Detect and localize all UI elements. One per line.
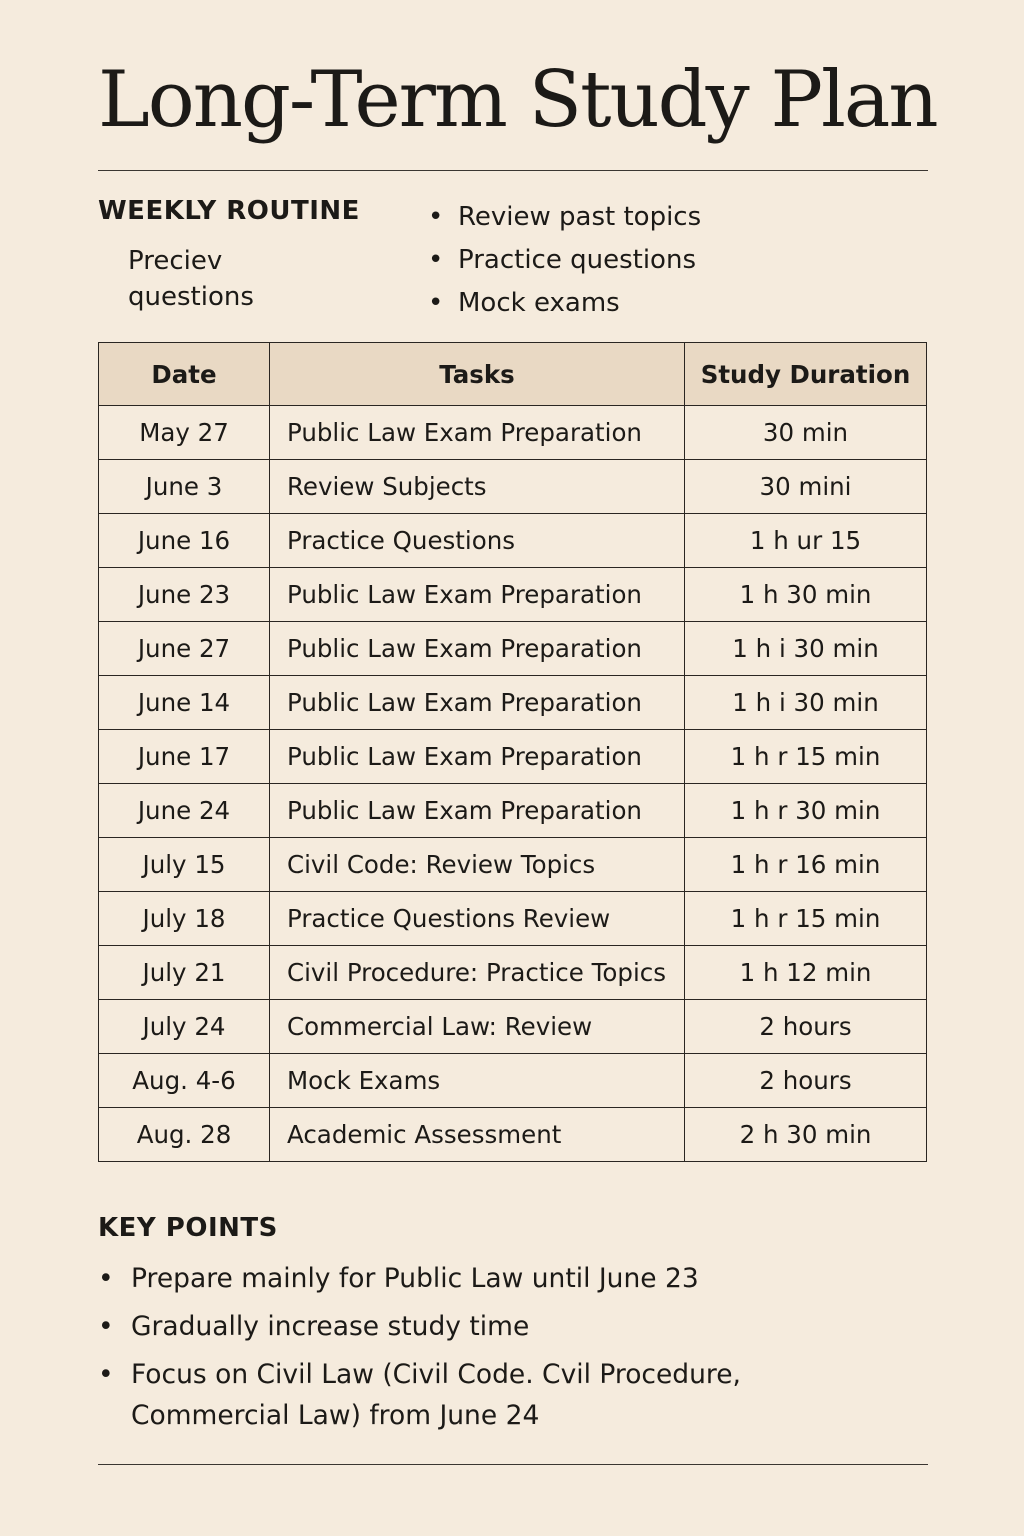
duration-cell: 1 h r 15 min [685, 730, 927, 784]
task-cell: Civil Code: Review Topics [270, 838, 685, 892]
table-row [99, 622, 927, 676]
table-row [99, 568, 927, 622]
task-cell: Commercial Law: Review [270, 1000, 685, 1054]
date-cell: June 14 [99, 676, 270, 730]
task-cell: Public Law Exam Preparation [270, 406, 685, 460]
date-cell: July 18 [99, 892, 270, 946]
duration-cell: 1 h r 16 min [685, 838, 927, 892]
duration-cell: 1 h 12 min [685, 946, 927, 1000]
date-cell: July 24 [99, 1000, 270, 1054]
duration-cell: 1 h 30 min [685, 568, 927, 622]
task-cell: Public Law Exam Preparation [270, 784, 685, 838]
column-header-tasks: Tasks [270, 343, 685, 406]
date-cell: July 15 [99, 838, 270, 892]
table-row [99, 730, 927, 784]
bottom-divider [98, 1464, 928, 1465]
weekly-routine-subtext: Preciev questions [128, 246, 254, 312]
table-row [99, 1054, 927, 1108]
date-cell: June 16 [99, 514, 270, 568]
duration-cell: 30 min [685, 406, 927, 460]
duration-cell: 1 h i 30 min [685, 676, 927, 730]
duration-cell: 2 hours [685, 1054, 927, 1108]
weekly-routine-item: • Review past topics [428, 196, 701, 239]
duration-cell: 1 h i 30 min [685, 622, 927, 676]
task-cell: Mock Exams [270, 1054, 685, 1108]
weekly-routine-section [98, 196, 928, 326]
duration-cell: 2 hours [685, 1000, 927, 1054]
table-row [99, 892, 927, 946]
table-row [99, 676, 927, 730]
duration-cell: 30 mini [685, 460, 927, 514]
key-points-list [98, 1258, 928, 1436]
date-cell: Aug. 4-6 [99, 1054, 270, 1108]
date-cell: July 21 [99, 946, 270, 1000]
date-cell: Aug. 28 [99, 1108, 270, 1162]
date-cell: June 27 [99, 622, 270, 676]
duration-cell: 1 h ur 15 [685, 514, 927, 568]
weekly-routine-item: • Mock exams [428, 282, 701, 325]
task-cell: Public Law Exam Preparation [270, 568, 685, 622]
task-cell: Academic Assessment [270, 1108, 685, 1162]
weekly-routine-heading: WEEKLY ROUTINE [98, 196, 360, 226]
table-row [99, 406, 927, 460]
key-point-item: • Gradually increase study time [98, 1306, 831, 1347]
column-header-duration: Study Duration [685, 343, 927, 406]
date-cell: June 3 [99, 460, 270, 514]
table-header-row [99, 343, 927, 406]
weekly-routine-item: • Practice questions [428, 239, 701, 282]
page-title: Long-Term Study Plan [98, 55, 937, 145]
study-schedule-table [98, 342, 927, 1162]
column-header-date: Date [99, 343, 270, 406]
date-cell: May 27 [99, 406, 270, 460]
date-cell: June 23 [99, 568, 270, 622]
key-point-item: • Focus on Civil Law (Civil Code. Cvil Procedure, Commercial Law) from June 24 [98, 1354, 831, 1436]
task-cell: Practice Questions [270, 514, 685, 568]
duration-cell: 2 h 30 min [685, 1108, 927, 1162]
key-points-section [98, 1210, 928, 1443]
table-row [99, 784, 927, 838]
table-row [99, 1108, 927, 1162]
date-cell: June 17 [99, 730, 270, 784]
task-cell: Practice Questions Review [270, 892, 685, 946]
key-points-heading: KEY POINTS [98, 1213, 278, 1243]
duration-cell: 1 h r 30 min [685, 784, 927, 838]
weekly-routine-list [428, 196, 701, 325]
table-row [99, 1000, 927, 1054]
key-point-item: • Prepare mainly for Public Law until June 23 [98, 1258, 831, 1299]
task-cell: Public Law Exam Preparation [270, 622, 685, 676]
duration-cell: 1 h r 15 min [685, 892, 927, 946]
task-cell: Review Subjects [270, 460, 685, 514]
task-cell: Public Law Exam Preparation [270, 676, 685, 730]
table-row [99, 946, 927, 1000]
task-cell: Civil Procedure: Practice Topics [270, 946, 685, 1000]
date-cell: June 24 [99, 784, 270, 838]
task-cell: Public Law Exam Preparation [270, 730, 685, 784]
top-divider [98, 170, 928, 171]
table-row [99, 514, 927, 568]
table-row [99, 838, 927, 892]
table-row [99, 460, 927, 514]
